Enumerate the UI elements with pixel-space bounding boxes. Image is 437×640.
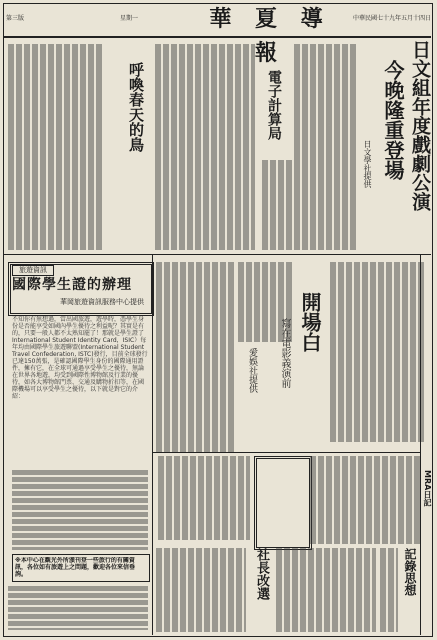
middle-lower-text bbox=[310, 456, 420, 544]
masthead-date: 中華民國七十九年五月十四日 bbox=[352, 15, 431, 22]
middle-article-body bbox=[156, 262, 234, 452]
student-card-body-continued bbox=[12, 470, 148, 550]
notice-body bbox=[276, 548, 376, 632]
computer-body bbox=[155, 44, 255, 250]
japanese-drama-subheadline: 今晚隆重登場 bbox=[381, 60, 405, 180]
opening-byline: 愛娛社提供 bbox=[247, 348, 257, 393]
japanese-drama-byline: 日文學社提供 bbox=[363, 140, 372, 188]
notice-side-text bbox=[158, 456, 250, 540]
student-card-body: 不知你有無想過，當出國旅遊，遊學時，憑學生身份是否能享受如國內學生優待之利益呢？其實是有的，只要一般人都不太熟知罷了！那就是學生證了International Student Identity Card，ISIC）每年均由國際學生旅遊聯盟(International Student Travel Confederation, ISTC)發行，目前全球發行已達150萬張，是確認國際學生身份的國際通用證件，擁有它，在全球可通過享受學生之優待，無論在世界各地遊，均受到國際性博物館及行業的優待，如各大博物館門票、交通及購物折扣等，在國際機場可以享受學生之優待，以下就是對它的介紹： bbox=[12, 316, 148, 400]
upper-section-divider bbox=[3, 254, 431, 255]
opening-headline: 開場白 bbox=[298, 292, 322, 352]
student-card-bottom-text bbox=[8, 586, 148, 630]
student-card-tag: 旅遊資訊 bbox=[12, 265, 54, 276]
spring-bird-headline: 呼喚春天的鳥 bbox=[127, 62, 145, 152]
student-card-source: 華岡旅遊資訊服務中心提供 bbox=[60, 298, 144, 306]
right-column-divider bbox=[420, 254, 421, 635]
opening-body bbox=[330, 262, 426, 442]
notice-headline: 社長改選 bbox=[254, 548, 269, 600]
japanese-drama-body bbox=[294, 44, 358, 250]
computer-headline: 電子計算局 bbox=[266, 70, 282, 140]
spring-bird-body bbox=[8, 44, 102, 250]
opening-body-top bbox=[238, 262, 292, 342]
sidebar-label: MRA日記 bbox=[423, 470, 432, 507]
bottom-middle-text bbox=[156, 548, 246, 632]
masthead-rule bbox=[3, 36, 431, 38]
masthead-title: 華 夏 導 報 bbox=[209, 6, 331, 66]
left-column-divider bbox=[152, 254, 153, 635]
masthead-page-number: 第三版 bbox=[6, 15, 25, 22]
student-card-headline: 國際學生證的辦理 bbox=[12, 277, 132, 293]
japanese-drama-headline: 日文組年度戲劇公演 bbox=[409, 40, 431, 211]
japanese-drama-body-continued bbox=[262, 160, 292, 250]
notes-body bbox=[380, 548, 398, 632]
notice-box bbox=[254, 456, 312, 550]
opening-subheadline: 寫在電影義演前 bbox=[279, 318, 290, 388]
lower-section-divider bbox=[152, 452, 420, 453]
masthead-day: 星期一 bbox=[120, 15, 139, 22]
notes-headline: 記錄思想 bbox=[403, 548, 417, 596]
footer-note: ※本中心在觀光外所頒刊登一些旅行的有關資訊，各位如有旅遊上之問題，歡迎各位來信垂詢。 bbox=[15, 557, 136, 578]
